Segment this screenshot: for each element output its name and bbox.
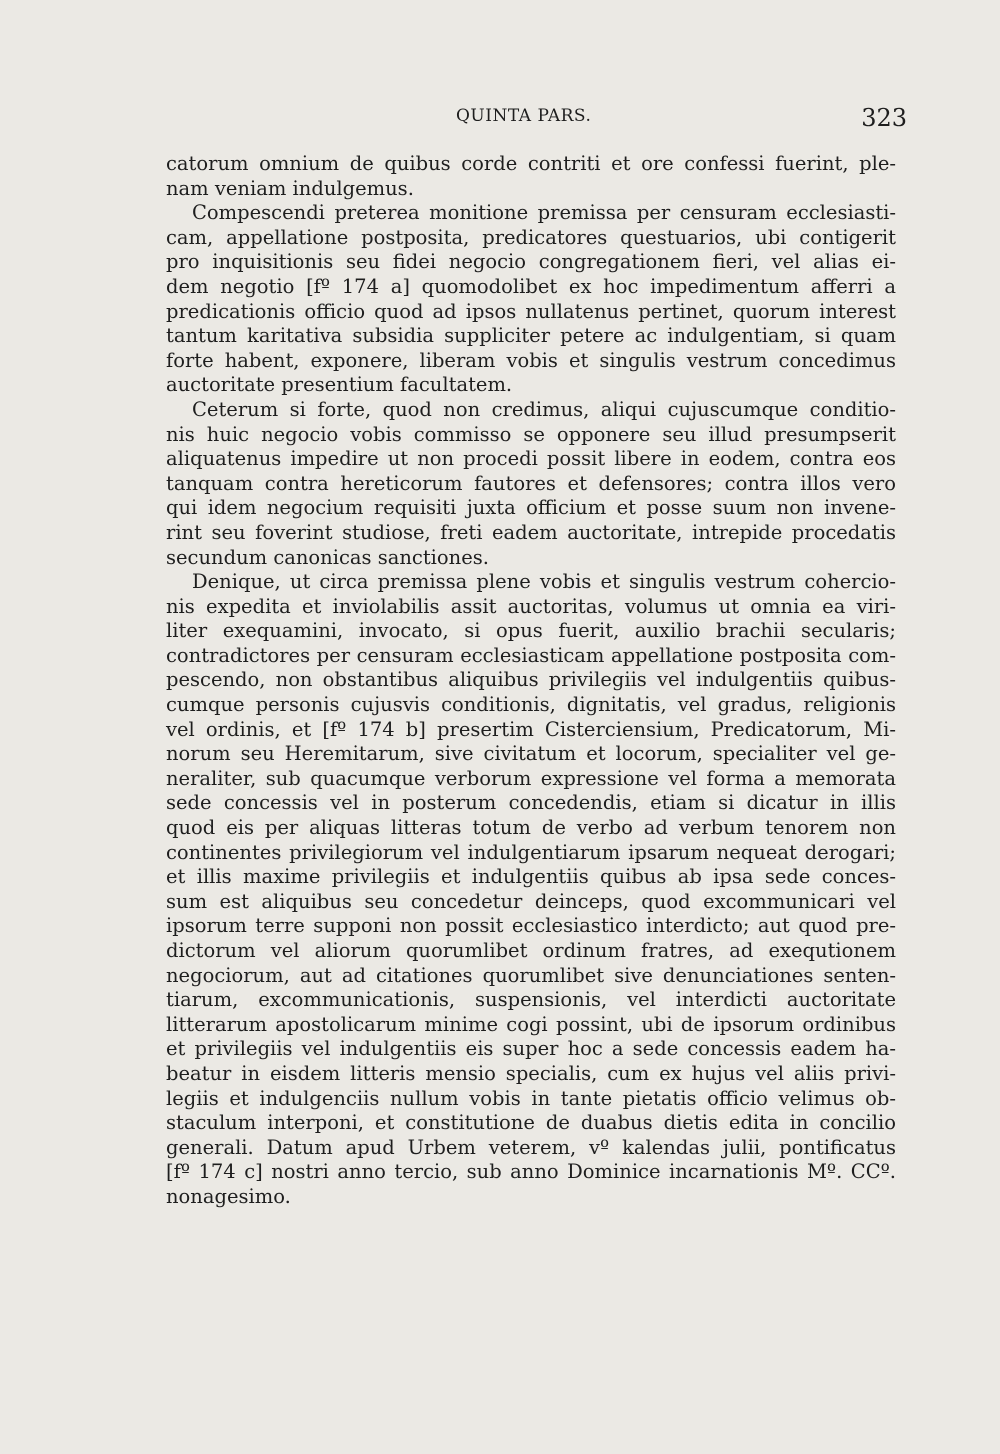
- text-line: pescendo, non obstantibus aliquibus privilegiis vel indulgentiis quibus-: [166, 668, 896, 692]
- text-line: dem negotio [fº 174 a] quomodolibet ex hoc impedimentum afferri a: [166, 274, 896, 298]
- running-head: [0, 106, 1000, 136]
- body-text: [166, 152, 896, 1210]
- text-line: tanquam contra hereticorum fautores et defensores; contra illos vero: [166, 471, 896, 495]
- text-line: [fº 174 c] nostri anno tercio, sub anno Dominice incarnationis Mº. CCº.: [166, 1160, 896, 1184]
- text-line: litterarum apostolicarum minime cogi possint, ubi de ipsorum ordinibus: [166, 1012, 896, 1036]
- text-line: secundum canonicas sanctiones.: [166, 545, 489, 569]
- text-line: nis huic negocio vobis commisso se opponere seu illud presumpserit: [166, 422, 896, 446]
- text-line: Denique, ut circa premissa plene vobis et singulis vestrum cohercio-: [192, 570, 896, 594]
- text-line: liter exequamini, invocato, si opus fuerit, auxilio brachii secularis;: [166, 619, 896, 643]
- text-line: continentes privilegiorum vel indulgentiarum ipsarum nequeat derogari;: [166, 840, 896, 864]
- text-line: nis expedita et inviolabilis assit auctoritas, volumus ut omnia ea viri-: [166, 594, 896, 618]
- text-line: Compescendi preterea monitione premissa per censuram ecclesiasti-: [192, 201, 896, 225]
- text-line: tiarum, excommunicationis, suspensionis, vel interdicti auctoritate: [166, 988, 896, 1012]
- text-line: dictorum vel aliorum quorumlibet ordinum fratres, ad exequtionem: [166, 939, 896, 962]
- text-line: qui idem negocium requisiti juxta officium et posse suum non invene-: [166, 496, 896, 520]
- text-line: ipsorum terre supponi non possit ecclesiastico interdicto; aut quod pre-: [166, 914, 896, 938]
- text-line: cam, appellatione postposita, predicatores questuarios, ubi contigerit: [166, 225, 896, 249]
- text-line: et illis maxime privilegiis et indulgentiis quibus ab ipsa sede conces-: [166, 865, 896, 889]
- text-line: nonagesimo.: [166, 1184, 291, 1208]
- text-line: beatur in eisdem litteris mensio specialis, cum ex hujus vel aliis privi-: [166, 1061, 896, 1085]
- text-line: nam veniam indulgemus.: [166, 176, 414, 200]
- text-line: legiis et indulgenciis nullum vobis in tante pietatis officio velimus ob-: [166, 1086, 896, 1110]
- text-line: generali. Datum apud Urbem veterem, vº kalendas julii, pontificatus: [166, 1135, 896, 1159]
- text-line: sede concessis vel in posterum concedendis, etiam si dicatur in illis: [166, 791, 896, 815]
- text-line: aliquatenus impedire ut non procedi possit libere in eodem, contra eos: [166, 447, 896, 471]
- text-line: staculum interponi, et constitutione de duabus dietis edita in concilio: [166, 1111, 896, 1135]
- text-line: negociorum, aut ad citationes quorumlibet sive denunciationes senten-: [166, 963, 896, 987]
- text-line: et privilegiis vel indulgentiis eis super hoc a sede concessis eadem ha-: [166, 1037, 896, 1061]
- text-line: forte habent, exponere, liberam vobis et singulis vestrum concedimus: [166, 348, 896, 372]
- text-line: auctoritate presentium facultatem.: [166, 373, 513, 397]
- text-line: Ceterum si forte, quod non credimus, aliqui cujuscumque conditio-: [192, 397, 896, 421]
- page-number: 323: [861, 104, 907, 132]
- text-line: vel ordinis, et [fº 174 b] presertim Cisterciensium, Predicatorum, Mi-: [166, 717, 896, 741]
- text-line: rint seu foverint studiose, freti eadem auctoritate, intrepide procedatis: [166, 520, 896, 544]
- text-line: pro inquisitionis seu fidei negocio congregationem fieri, vel alias ei-: [166, 250, 896, 274]
- text-line: tantum karitativa subsidia suppliciter petere ac indulgentiam, si quam: [166, 324, 896, 348]
- text-line: norum seu Heremitarum, sive civitatum et locorum, specialiter vel ge-: [166, 742, 896, 766]
- text-line: contradictores per censuram ecclesiasticam appellatione postposita com-: [166, 643, 896, 667]
- running-title: QUINTA PARS.: [456, 106, 592, 126]
- text-line: quod eis per aliquas litteras totum de verbo ad verbum tenorem non: [166, 816, 896, 840]
- text-line: neraliter, sub quacumque verborum expressione vel forma a memorata: [166, 766, 896, 790]
- text-line: cumque personis cujusvis conditionis, dignitatis, vel gradus, religionis: [166, 693, 896, 717]
- text-line: catorum omnium de quibus corde contriti et ore confessi fuerint, ple-: [166, 152, 896, 175]
- text-line: sum est aliquibus seu concedetur deinceps, quod excommunicari vel: [166, 889, 896, 913]
- text-line: predicationis officio quod ad ipsos nullatenus pertinet, quorum interest: [166, 299, 896, 323]
